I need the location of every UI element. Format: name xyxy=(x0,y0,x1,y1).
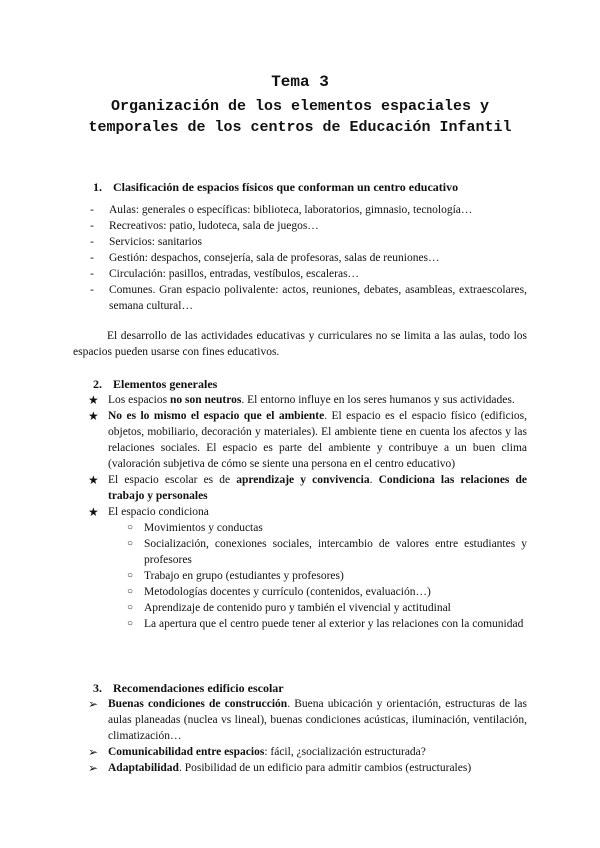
list-item: - Circulación: pasillos, entradas, vestíbulos, escaleras… xyxy=(90,268,360,280)
circle-icon: ○ xyxy=(127,618,134,629)
star-icon: ★ xyxy=(88,409,99,423)
star-item: ★ Los espacios no son neutros. El entorno influye en los seres humanos y sus actividades. xyxy=(88,393,515,407)
dash-marker: - xyxy=(90,268,94,280)
section-title: Elementos generales xyxy=(113,377,218,391)
circle-icon: ○ xyxy=(127,522,134,533)
arrow-icon: ➢ xyxy=(88,697,99,711)
sub-list-item: ○ Trabajo en grupo (estudiantes y profesores) xyxy=(127,570,344,582)
dash-marker: - xyxy=(90,236,94,248)
arrow-icon: ➢ xyxy=(88,761,99,775)
list-item: - Gestión: despachos, consejería, sala de profesoras, salas de reuniones… xyxy=(90,252,440,264)
arrow-item: ➢ Comunicabilidad entre espacios: fácil, ¿socialización estructurada? xyxy=(88,745,426,759)
sub-list-item: ○ Movimientos y conductas xyxy=(127,522,263,534)
star-item: ★ No es lo mismo el espacio que el ambiente. El espacio es el espacio físico (edificios, objetos, mobiliario, decoración y materiales). El ambiente tiene en cuenta los afectos y las relaciones sociales. El espacio es parte del ambiente y contribuye a un buen clima (valoración subjetiva de cómo se siente una persona en el centro educativo) xyxy=(88,409,527,470)
document-subtitle xyxy=(0,96,600,138)
sub-list-item: ○ Aprendizaje de contenido puro y también el vivencial y actitudinal xyxy=(127,602,451,614)
dash-marker: - xyxy=(90,204,94,216)
section-1-heading xyxy=(93,180,458,195)
space-types-list xyxy=(90,202,527,314)
sub-list-item: ○ Socialización, conexiones sociales, intercambio de valores entre estudiantes y profesores xyxy=(127,538,527,566)
list-item: - Servicios: sanitarios xyxy=(90,236,202,248)
subtitle-line-1: Organización de los elementos espaciales y xyxy=(110,98,490,115)
circle-icon: ○ xyxy=(127,538,134,549)
sub-list-item: ○ La apertura que el centro puede tener al exterior y las relaciones con la comunidad xyxy=(127,618,524,630)
list-item: - Recreativos: patio, ludoteca, sala de juegos… xyxy=(90,220,319,232)
section-title: Clasificación de espacios físicos que conforman un centro educativo xyxy=(113,180,459,194)
body-paragraph: El desarrollo de las actividades educativas y curriculares no se limita a las aulas, todo los espacios pueden usarse con fines educativos. xyxy=(73,330,527,358)
dash-marker: - xyxy=(90,284,94,296)
section-number: 1. xyxy=(93,180,102,194)
star-item: ★ El espacio escolar es de aprendizaje y convivencia. Condiciona las relaciones de trabajo y personales xyxy=(88,473,528,502)
list-item: - Aulas: generales o específicas: biblioteca, laboratorios, gimnasio, tecnología… xyxy=(90,204,473,216)
subtitle-line-2: temporales de los centros de Educación Infantil xyxy=(88,119,512,136)
sub-list-item: ○ Metodologías docentes y currículo (contenidos, evaluación…) xyxy=(127,586,431,598)
circle-icon: ○ xyxy=(127,586,134,597)
star-icon: ★ xyxy=(88,393,99,407)
recommendations-list xyxy=(90,696,527,776)
section-3-heading xyxy=(93,681,284,696)
star-icon: ★ xyxy=(88,505,99,519)
star-icon: ★ xyxy=(88,473,99,487)
arrow-item: ➢ Buenas condiciones de construcción. Buena ubicación y orientación, estructuras de las aulas planeadas (nuclea vs lineal), buenas condiciones acústicas, iluminación, ventilación, climatización… xyxy=(88,697,527,742)
general-elements-list xyxy=(90,392,527,632)
circle-icon: ○ xyxy=(127,602,134,613)
arrow-item: ➢ Adaptabilidad. Posibilidad de un edificio para admitir cambios (estructurales) xyxy=(88,761,472,775)
dash-marker: - xyxy=(90,252,94,264)
star-item: ★ El espacio condiciona xyxy=(88,505,209,519)
document-title: Tema 3 xyxy=(271,73,329,91)
section-number: 3. xyxy=(93,681,102,695)
section-2-heading xyxy=(93,377,217,392)
arrow-icon: ➢ xyxy=(88,745,99,759)
list-item: - Comunes. Gran espacio polivalente: actos, reuniones, debates, asambleas, extraescolares, semana cultural… xyxy=(90,284,527,312)
dash-marker: - xyxy=(90,220,94,232)
section-title: Recomendaciones edificio escolar xyxy=(113,681,284,695)
circle-icon: ○ xyxy=(127,570,134,581)
section-number: 2. xyxy=(93,377,102,391)
